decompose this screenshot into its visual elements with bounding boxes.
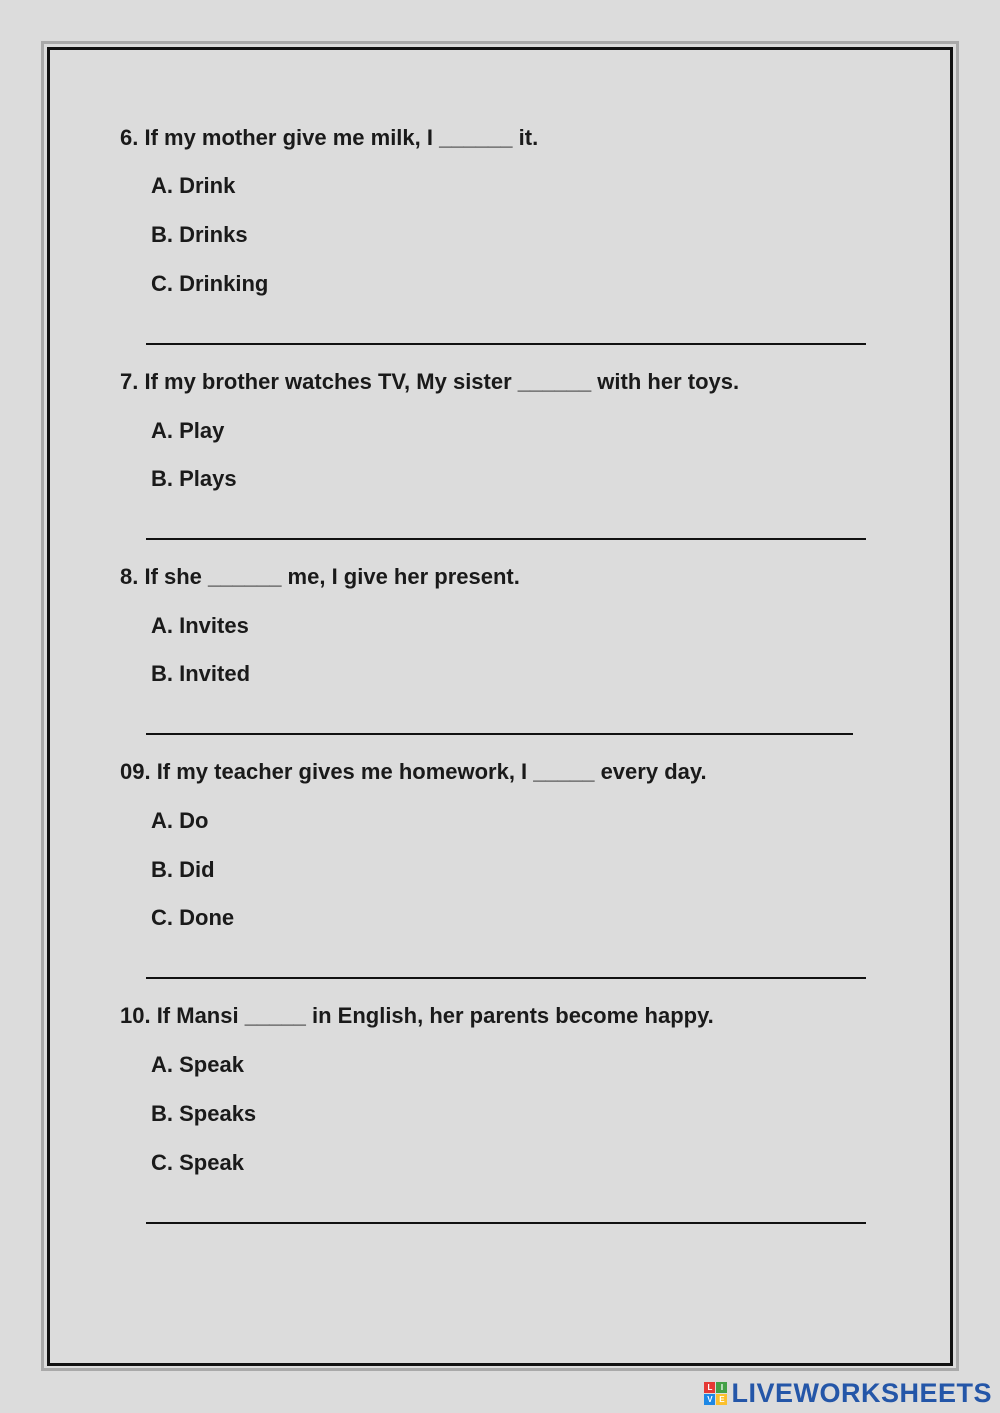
question-6-option-b[interactable]: B. Drinks	[151, 222, 248, 247]
question-9-option-c[interactable]: C. Done	[151, 905, 235, 930]
answer-line-6[interactable]	[146, 343, 866, 345]
question-9-option-b[interactable]: B. Did	[151, 857, 215, 882]
liveworksheets-icon	[704, 1382, 727, 1405]
question-9-option-a[interactable]: A. Do	[151, 808, 209, 833]
question-6: 6. If my mother give me milk, I ______ it.	[120, 125, 539, 150]
question-7-option-b[interactable]: B. Plays	[151, 466, 237, 491]
question-10-option-b[interactable]: B. Speaks	[151, 1101, 257, 1126]
logo-letter-l: L	[704, 1382, 715, 1393]
question-8-option-a[interactable]: A. Invites	[151, 613, 249, 638]
logo-letter-e: E	[716, 1394, 727, 1405]
question-10: 10. If Mansi _____ in English, her parents become happy.	[120, 1003, 714, 1028]
answer-line-9[interactable]	[146, 977, 866, 979]
question-6-option-c[interactable]: C. Drinking	[151, 271, 269, 296]
logo-letter-i: I	[716, 1382, 727, 1393]
answer-line-7[interactable]	[146, 538, 866, 540]
question-10-option-a[interactable]: A. Speak	[151, 1052, 244, 1077]
liveworksheets-logo[interactable]	[704, 1378, 992, 1408]
brand-name: LIVEWORKSHEETS	[731, 1378, 992, 1408]
question-9: 09. If my teacher gives me homework, I _____ every day.	[120, 759, 707, 784]
answer-line-8[interactable]	[146, 733, 853, 735]
question-6-option-a[interactable]: A. Drink	[151, 173, 236, 198]
question-8-option-b[interactable]: B. Invited	[151, 661, 251, 686]
answer-line-10[interactable]	[146, 1222, 866, 1224]
question-10-option-c[interactable]: C. Speak	[151, 1150, 244, 1175]
question-7-option-a[interactable]: A. Play	[151, 418, 225, 443]
question-8: 8. If she ______ me, I give her present.	[120, 564, 520, 589]
question-7: 7. If my brother watches TV, My sister ______ with her toys.	[120, 369, 740, 394]
logo-letter-v: V	[704, 1394, 715, 1405]
